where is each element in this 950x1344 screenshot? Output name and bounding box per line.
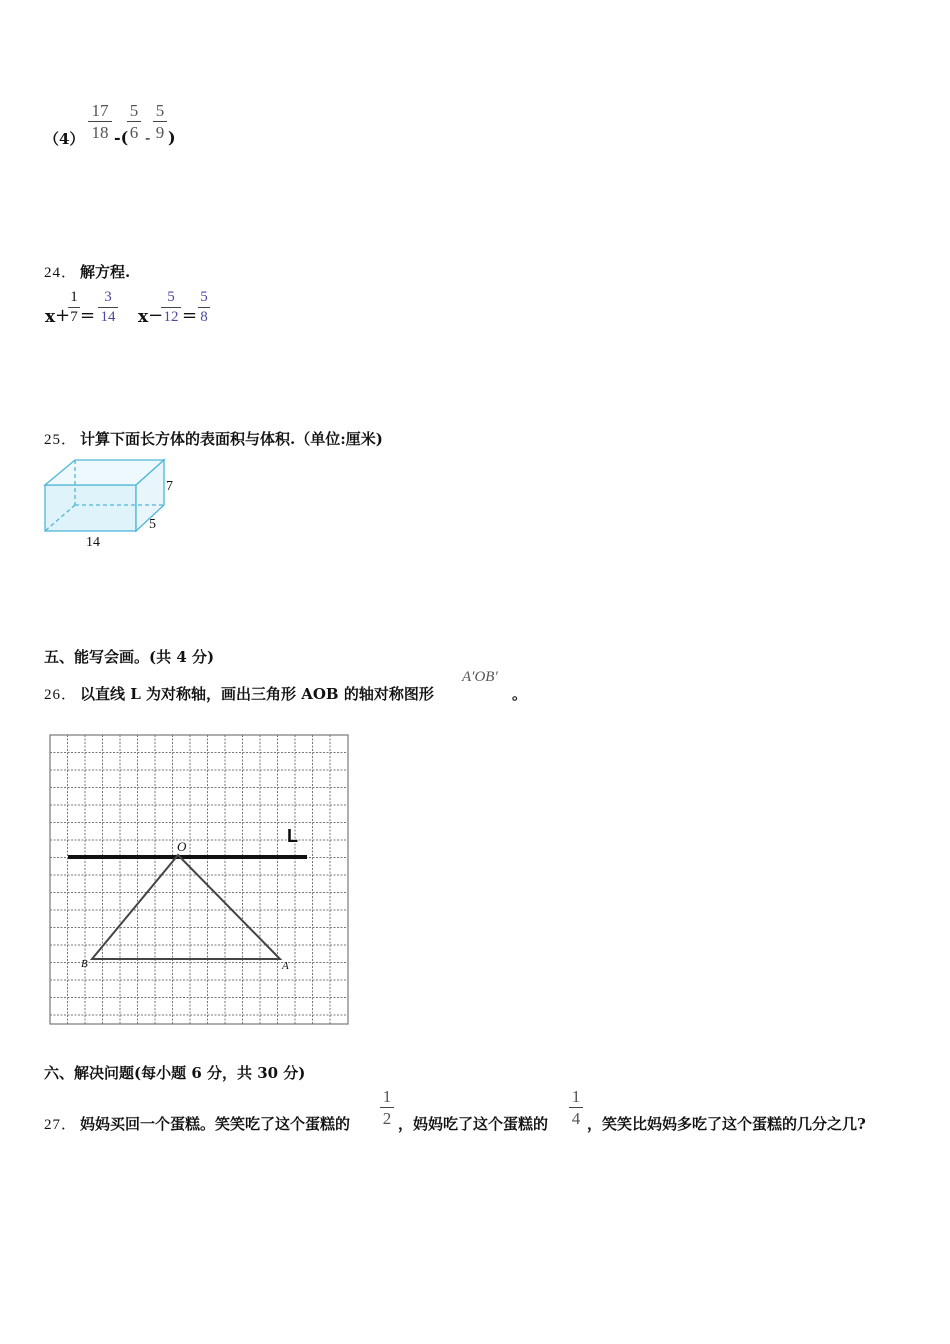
variable-x: x <box>138 307 149 327</box>
cuboid-width-label: 5 <box>149 517 156 532</box>
figure-name: A′OB′ <box>462 669 498 685</box>
equals-sign: = <box>80 305 96 326</box>
point-b-label: B <box>81 958 88 970</box>
fraction-3-14: 3 14 <box>98 290 118 325</box>
point-o-label: O <box>177 839 187 854</box>
question-text-part-3: ，笑笑比妈妈多吃了这个蛋糕的几分之几? <box>587 1115 866 1133</box>
cuboid-length-label: 14 <box>86 535 100 550</box>
cuboid-height-label: 7 <box>166 479 173 494</box>
operator-minus: - <box>145 128 151 147</box>
fraction-5-6: 5 6 <box>127 102 141 141</box>
question-number: 24． <box>44 265 78 281</box>
line-l-label: L <box>287 826 298 846</box>
question-number: 26． <box>44 687 78 703</box>
grid-figure <box>45 730 355 1030</box>
question-number: 27． <box>44 1117 78 1133</box>
question-text-part-2: ，妈妈吃了这个蛋糕的 <box>398 1115 549 1133</box>
close-paren: ) <box>168 128 176 147</box>
section-5-title: 五、能写会画。(共 4 分) <box>44 648 215 666</box>
question-text: 计算下面长方体的表面积与体积.（单位:厘米) <box>80 430 383 448</box>
question-number: 25． <box>44 432 78 448</box>
fraction-1-2: 1 2 <box>380 1088 394 1127</box>
variable-x: x <box>45 307 56 327</box>
fraction-17-18: 17 18 <box>88 102 112 141</box>
fraction-1-7: 1 7 <box>68 290 80 325</box>
question-end: 。 <box>512 685 528 703</box>
cuboid-front-face <box>45 485 136 531</box>
minus-sign: − <box>148 305 164 326</box>
grid-border <box>50 735 348 1024</box>
operator-minus-paren: -( <box>114 128 129 147</box>
equals-sign: = <box>182 305 198 326</box>
fraction-1-4: 1 4 <box>569 1088 583 1127</box>
section-6-title: 六、解决问题(每小题 6 分，共 30 分) <box>44 1064 306 1082</box>
question-text: 解方程. <box>80 263 131 281</box>
fraction-5-8: 5 8 <box>198 290 210 325</box>
point-a-label: A <box>282 960 289 972</box>
fraction-5-12: 5 12 <box>161 290 181 325</box>
problem-4-label: （4） <box>44 130 85 148</box>
cuboid-figure <box>40 455 190 555</box>
question-text: 以直线 L 为对称轴，画出三角形 AOB 的轴对称图形 <box>80 685 434 703</box>
plus-sign: + <box>55 305 71 326</box>
fraction-5-9: 5 9 <box>153 102 167 141</box>
question-text-part-1: 妈妈买回一个蛋糕。笑笑吃了这个蛋糕的 <box>80 1115 351 1133</box>
